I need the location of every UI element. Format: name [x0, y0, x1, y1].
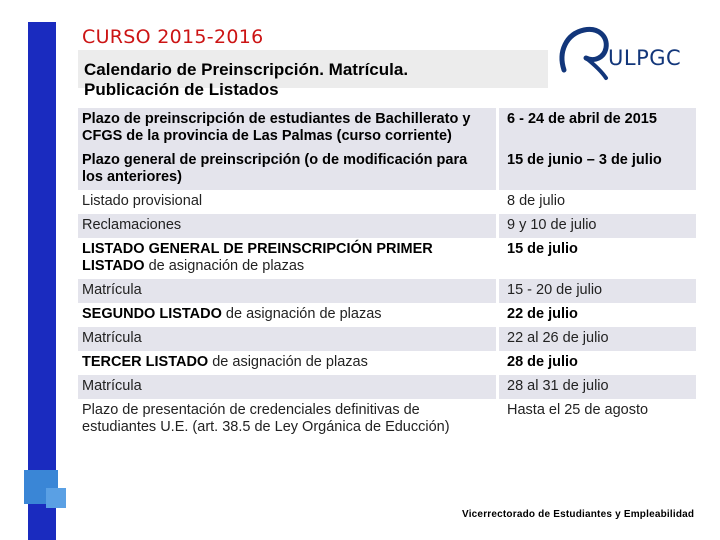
table-row — [78, 375, 696, 399]
row-item-text: de asignación de plazas — [221, 306, 382, 322]
table-row — [78, 279, 696, 303]
row-item-text: de asignación de plazas — [144, 258, 305, 274]
row-item-text: Matrícula — [82, 378, 142, 394]
logo-text: ULPGC — [608, 46, 682, 70]
row-date: 15 de junio – 3 de julio — [498, 149, 697, 190]
table-row — [78, 238, 696, 279]
row-item-bold: LISTADO GENERAL DE PREINSCRIPCIÓN PRIMER LISTADO — [82, 241, 433, 274]
row-item — [78, 399, 498, 440]
row-item — [78, 303, 498, 327]
row-item-bold: SEGUNDO LISTADO — [82, 306, 222, 322]
table-row — [78, 399, 696, 440]
row-date: 15 - 20 de julio — [498, 279, 697, 303]
row-item — [78, 279, 498, 303]
row-date: 22 al 26 de julio — [498, 327, 697, 351]
row-item — [78, 238, 498, 279]
row-item-text: de asignación de plazas — [208, 354, 368, 370]
title-line-1: Calendario de Preinscripción. Matrícula. — [84, 60, 409, 79]
sidebar-bar — [28, 22, 56, 540]
row-date: 8 de julio — [498, 190, 697, 214]
page-title — [84, 60, 544, 100]
schedule-table — [78, 108, 696, 440]
table-row — [78, 149, 696, 190]
row-item — [78, 327, 498, 351]
row-item-text: Matrícula — [82, 282, 142, 298]
row-item-text: Matrícula — [82, 330, 142, 346]
table-row — [78, 327, 696, 351]
row-item — [78, 108, 498, 149]
row-item — [78, 351, 498, 375]
row-date: 9 y 10 de julio — [498, 214, 697, 238]
table-row — [78, 214, 696, 238]
row-item-bold: TERCER LISTADO — [82, 354, 209, 370]
table-row — [78, 108, 696, 149]
row-date: 6 - 24 de abril de 2015 — [498, 108, 697, 149]
decor-square-small — [46, 488, 66, 508]
table-row — [78, 190, 696, 214]
title-line-2: Publicación de Listados — [84, 80, 279, 99]
row-item-bold: Plazo de preinscripción de estudiantes de Bachillerato y CFGS de la provincia de Las Palmas (curso corriente) — [82, 111, 471, 144]
row-item-bold: Plazo general de preinscripción (o de modificación para los anteriores) — [82, 152, 468, 185]
row-date: 28 al 31 de julio — [498, 375, 697, 399]
row-item-text: Listado provisional — [82, 193, 203, 209]
row-date: 22 de julio — [498, 303, 697, 327]
footer-text: Vicerrectorado de Estudiantes y Empleabilidad — [462, 509, 695, 520]
row-item — [78, 149, 498, 190]
row-date: 28 de julio — [498, 351, 697, 375]
row-date: Hasta el 25 de agosto — [498, 399, 697, 440]
row-item-text: Plazo de presentación de credenciales definitivas de estudiantes U.E. (art. 38.5 de Ley Orgánica de Educción) — [82, 402, 450, 435]
row-item — [78, 375, 498, 399]
row-item — [78, 190, 498, 214]
table-row — [78, 303, 696, 327]
row-date: 15 de julio — [498, 238, 697, 279]
row-item — [78, 214, 498, 238]
course-label: CURSO 2015-2016 — [82, 26, 264, 48]
table-row — [78, 351, 696, 375]
row-item-text: Reclamaciones — [82, 217, 182, 233]
